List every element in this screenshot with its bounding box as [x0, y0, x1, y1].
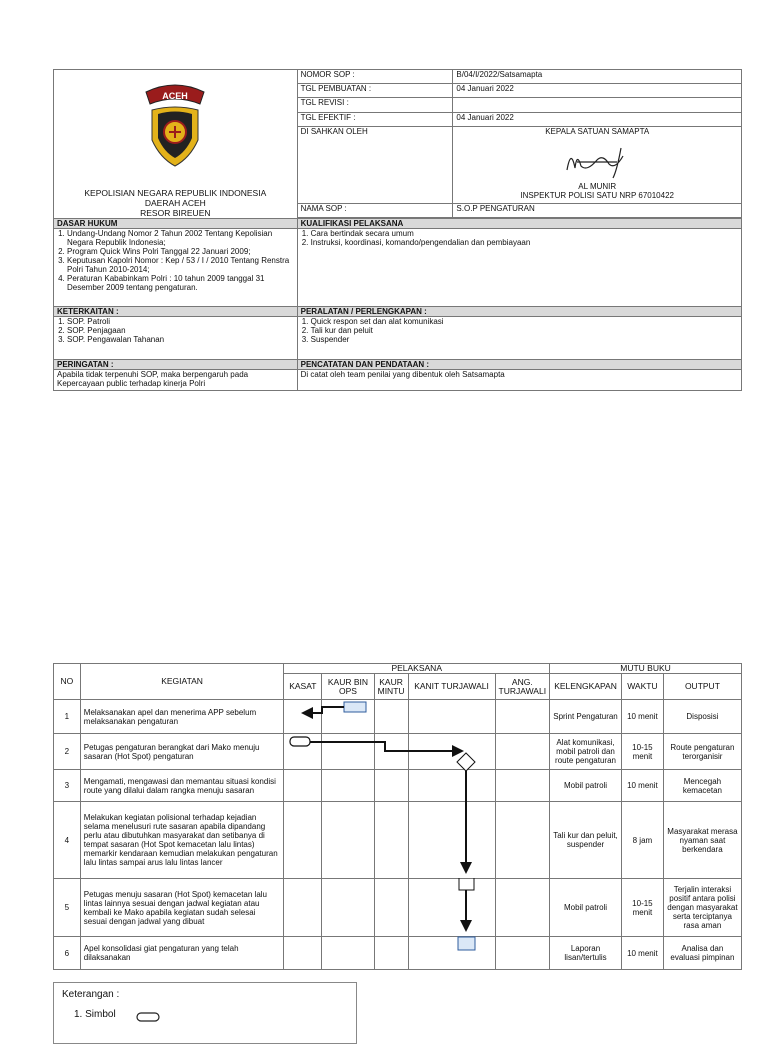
peringatan-text: Apabila tidak terpenuhi SOP, maka berpengaruh pada Kepercayaan public terhadap kinerja Polri — [54, 370, 298, 391]
police-badge-icon — [140, 78, 210, 168]
kegiatan-cell: Mengamati, mengawasi dan memantau situasi kondisi route yang dilalui dalam rangka menuju sasaran — [80, 770, 284, 802]
output-cell: Disposisi — [663, 700, 741, 734]
waktu-cell: 10 menit — [621, 770, 663, 802]
pembuatan-label: TGL PEMBUATAN : — [297, 84, 453, 98]
kegiatan-cell: Apel konsolidasi giat pengaturan yang telah dilaksanakan — [80, 937, 284, 970]
list-item: 1. Cara bertindak secara umum — [311, 229, 738, 238]
org-line-3: RESOR BIREUEN — [140, 208, 211, 218]
list-item: 2. Tali kur dan peluit — [311, 326, 738, 335]
kegiatan-cell: Petugas pengaturan berangkat dari Mako menuju sasaran (Hot Spot) pengaturan — [80, 734, 284, 770]
kegiatan-cell: Melakukan kegiatan polisional terhadap kejadian selama menelusuri rute sasaran apabila dipandang perlu atau dibutuhkan masyarakat dan setibanya di tempat sasaran (Hot Spot kemacetan lalu lintas) memarkir kendaraan kemudian melakukan pengaturan lalu lintas sampai arus lalu lintas lancer — [80, 802, 284, 879]
revisi-label: TGL REVISI : — [297, 98, 453, 112]
pencatatan-title: PENCATATAN DAN PENDATAAN : — [297, 360, 741, 370]
lane-kasat — [284, 802, 322, 879]
lane-ang-turjawali — [495, 770, 550, 802]
lane-kaur-binops — [322, 879, 374, 937]
col-pelaksana: PELAKSANA — [284, 664, 550, 674]
kualifikasi-title: KUALIFIKASI PELAKSANA — [297, 219, 741, 229]
keterkaitan-list — [57, 317, 294, 344]
logo-cell — [54, 70, 298, 219]
flow-table — [53, 663, 742, 970]
lane-kasat — [284, 700, 322, 734]
lane-kaur-mintu — [374, 802, 408, 879]
list-item: 2. Instruksi, koordinasi, komando/pengendalian dan pembiayaan — [311, 238, 738, 247]
nomor-value: B/04/I/2022/Satsamapta — [453, 70, 742, 84]
lane-ang-turjawali — [495, 734, 550, 770]
no-cell: 3 — [54, 770, 81, 802]
list-item: 1. SOP. Patroli — [67, 317, 294, 326]
lane-kanit-turjawali — [408, 879, 495, 937]
signer-title: INSPEKTUR POLISI SATU NRP 67010422 — [520, 190, 674, 200]
kelengkapan-cell: Sprint Pengaturan — [550, 700, 622, 734]
no-cell: 4 — [54, 802, 81, 879]
lane-ang-turjawali — [495, 802, 550, 879]
pencatatan-text: Di catat oleh team penilai yang dibentuk oleh Satsamapta — [297, 370, 741, 391]
col-kaur-mintu: KAUR MINTU — [374, 674, 408, 700]
lane-kanit-turjawali — [408, 937, 495, 970]
lane-kasat — [284, 770, 322, 802]
efektif-label: TGL EFEKTIF : — [297, 112, 453, 126]
table-row — [54, 802, 742, 879]
lane-kanit-turjawali — [408, 734, 495, 770]
output-cell: Analisa dan evaluasi pimpinan — [663, 937, 741, 970]
keterangan-item-1: 1. Simbol — [74, 1009, 116, 1020]
no-cell: 1 — [54, 700, 81, 734]
dasar-hukum-list — [57, 229, 294, 292]
keterangan-title: Keterangan : — [62, 989, 120, 1000]
lane-kanit-turjawali — [408, 770, 495, 802]
no-cell: 5 — [54, 879, 81, 937]
logo-text: ACEH — [162, 91, 189, 101]
waktu-cell: 8 jam — [621, 802, 663, 879]
kelengkapan-cell: Laporan lisan/tertulis — [550, 937, 622, 970]
output-cell: Route pengaturan terorganisir — [663, 734, 741, 770]
list-item: 3. Keputusan Kapolri Nomor : Kep / 53 / I / 2010 Tentang Renstra Polri Tahun 2010-2014; — [67, 256, 294, 274]
list-item: 3. SOP. Pengawalan Tahanan — [67, 335, 294, 344]
disahkan-label: DI SAHKAN OLEH — [297, 126, 453, 203]
col-kelengkapan: KELENGKAPAN — [550, 674, 622, 700]
lane-kaur-mintu — [374, 734, 408, 770]
output-cell: Mencegah kemacetan — [663, 770, 741, 802]
kelengkapan-cell: Mobil patroli — [550, 770, 622, 802]
lane-ang-turjawali — [495, 879, 550, 937]
lane-kaur-binops — [322, 770, 374, 802]
waktu-cell: 10-15 menit — [621, 879, 663, 937]
col-ang-turjawali: ANG. TURJAWALI — [495, 674, 550, 700]
no-cell: 6 — [54, 937, 81, 970]
lane-kaur-binops — [322, 700, 374, 734]
kualifikasi-list — [301, 229, 738, 247]
lane-kaur-mintu — [374, 770, 408, 802]
list-item: 2. SOP. Penjagaan — [67, 326, 294, 335]
lane-ang-turjawali — [495, 937, 550, 970]
lane-kanit-turjawali — [408, 802, 495, 879]
col-kanit-turjawali: KANIT TURJAWALI — [408, 674, 495, 700]
list-item: 4. Peraturan Kababinkam Polri : 10 tahun 2009 tanggal 31 Desember 2009 tentang pengaturan. — [67, 274, 294, 292]
signature-cell — [453, 126, 742, 203]
col-kaur-binops: KAUR BIN OPS — [322, 674, 374, 700]
col-waktu: WAKTU — [621, 674, 663, 700]
kelengkapan-cell: Mobil patroli — [550, 879, 622, 937]
terminator-symbol-icon — [136, 1012, 160, 1022]
no-cell: 2 — [54, 734, 81, 770]
table-row — [54, 734, 742, 770]
lane-kaur-mintu — [374, 879, 408, 937]
peralatan-title: PERALATAN / PERLENGKAPAN : — [297, 307, 741, 317]
kelengkapan-cell: Alat komunikasi, mobil patroli dan route pengaturan — [550, 734, 622, 770]
dasar-hukum-title: DASAR HUKUM — [54, 219, 298, 229]
table-row — [54, 879, 742, 937]
lane-kaur-mintu — [374, 700, 408, 734]
nama-value: S.O.P PENGATURAN — [453, 203, 742, 217]
lane-kaur-binops — [322, 937, 374, 970]
output-cell: Terjalin interaksi positif antara polisi dengan masyarakat serta terciptanya rasa aman — [663, 879, 741, 937]
lane-kasat — [284, 879, 322, 937]
list-item: 3. Suspender — [311, 335, 738, 344]
nomor-label: NOMOR SOP : — [297, 70, 453, 84]
org-line-1: KEPOLISIAN NEGARA REPUBLIK INDONESIA — [84, 188, 267, 198]
output-cell: Masyarakat merasa nyaman saat berkendara — [663, 802, 741, 879]
list-item: 1. Undang-Undang Nomor 2 Tahun 2002 Tentang Kepolisian Negara Republik Indonesia; — [67, 229, 294, 247]
sop-header-table — [53, 69, 742, 391]
signature-icon — [557, 142, 637, 182]
waktu-cell: 10-15 menit — [621, 734, 663, 770]
revisi-value — [453, 98, 742, 112]
efektif-value: 04 Januari 2022 — [453, 112, 742, 126]
org-line-2: DAERAH ACEH — [144, 198, 206, 208]
lane-kaur-binops — [322, 734, 374, 770]
col-no: NO — [54, 664, 81, 700]
table-row — [54, 937, 742, 970]
keterangan-box — [53, 982, 357, 1044]
lane-kanit-turjawali — [408, 700, 495, 734]
peringatan-title: PERINGATAN : — [54, 360, 298, 370]
disahkan-value: KEPALA SATUAN SAMAPTA — [545, 126, 650, 136]
col-kasat: KASAT — [284, 674, 322, 700]
kegiatan-cell: Melaksanakan apel dan menerima APP sebelum melaksanakan pengaturan — [80, 700, 284, 734]
waktu-cell: 10 menit — [621, 937, 663, 970]
nama-label: NAMA SOP : — [297, 203, 453, 217]
lane-ang-turjawali — [495, 700, 550, 734]
col-kegiatan: KEGIATAN — [80, 664, 284, 700]
table-row — [54, 770, 742, 802]
list-item: 1. Quick respon set dan alat komunikasi — [311, 317, 738, 326]
kegiatan-cell: Petugas menuju sasaran (Hot Spot) kemacetan lalu lintas lainnya sesuai dengan jadwal kegiatan atau kembali ke Mako apabila kegiatan sudah selesai sesuai dengan jadwal yang dibuat — [80, 879, 284, 937]
col-output: OUTPUT — [663, 674, 741, 700]
keterkaitan-title: KETERKAITAN : — [54, 307, 298, 317]
col-mutu-buku: MUTU BUKU — [550, 664, 742, 674]
lane-kaur-binops — [322, 802, 374, 879]
lane-kasat — [284, 734, 322, 770]
lane-kaur-mintu — [374, 937, 408, 970]
pembuatan-value: 04 Januari 2022 — [453, 84, 742, 98]
signer-name: AL MUNIR — [578, 181, 617, 191]
peralatan-list — [301, 317, 738, 344]
lane-kasat — [284, 937, 322, 970]
table-row — [54, 700, 742, 734]
kelengkapan-cell: Tali kur dan peluit, suspender — [550, 802, 622, 879]
waktu-cell: 10 menit — [621, 700, 663, 734]
list-item: 2. Program Quick Wins Polri Tanggal 22 Januari 2009; — [67, 247, 294, 256]
